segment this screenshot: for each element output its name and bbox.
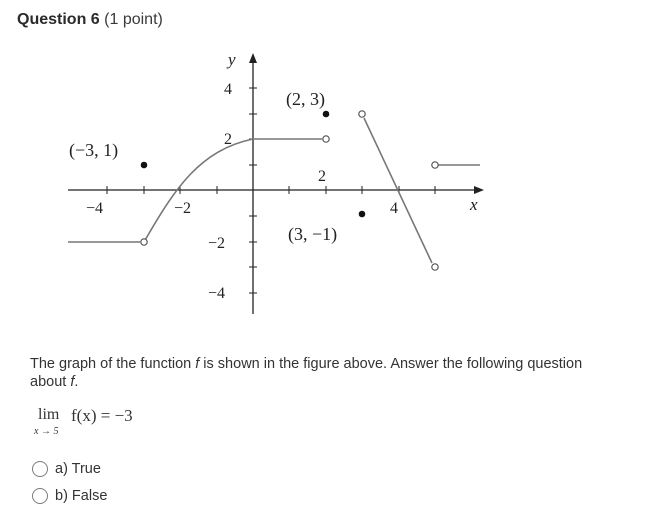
filled-point-2-3: [323, 111, 330, 118]
open-circle-5-1: [432, 162, 438, 168]
question-prompt: [30, 355, 610, 391]
answer-option-false[interactable]: [32, 488, 107, 504]
x-tick-label-2: 2: [318, 168, 326, 185]
y-tick-label-2: 2: [224, 131, 232, 148]
limit-subscript: x → 5: [34, 426, 59, 437]
prompt-text-1: The graph of the function: [30, 356, 196, 372]
prompt-function-name: f: [195, 356, 200, 372]
answer-option-true[interactable]: [32, 461, 101, 477]
prompt-end: .: [74, 374, 79, 390]
annotation-2-3: (2, 3): [286, 89, 325, 109]
x-tick-label-4: 4: [390, 200, 398, 217]
filled-point-3-neg1: [359, 211, 366, 218]
radio-button-true[interactable]: [32, 461, 48, 477]
y-tick-label-4: 4: [224, 81, 232, 98]
question-header: [17, 11, 163, 29]
y-axis-arrow: [249, 53, 257, 63]
open-circle-5-neg3: [432, 264, 438, 270]
prompt-function-name-2: f: [70, 374, 75, 390]
prompt-text-2: is shown in the figure above. Answer the following question about: [30, 356, 583, 390]
question-title: Question 6: [17, 11, 100, 28]
filled-point-neg3-1: [141, 162, 148, 169]
open-circle-neg3: [141, 239, 147, 245]
open-circle-2-2: [323, 136, 329, 142]
question-points: (1 point): [104, 11, 163, 28]
x-tick-label-neg2: −2: [174, 200, 192, 217]
annotation-3-neg1: (3, −1): [288, 224, 338, 244]
open-circle-3-3: [359, 111, 365, 117]
option-label-false: b) False: [55, 488, 108, 504]
limit-statement: [34, 404, 234, 440]
y-tick-label-neg4: −4: [208, 285, 226, 302]
option-label-true: a) True: [55, 461, 101, 477]
radio-button-false[interactable]: [32, 488, 48, 504]
annotation-neg3-1: (−3, 1): [69, 140, 119, 160]
function-graph: [60, 48, 492, 320]
y-axis-label: y: [228, 50, 236, 69]
x-axis-arrow: [474, 186, 484, 194]
x-tick-label-neg4: −4: [86, 200, 104, 217]
y-tick-label-neg2: −2: [208, 235, 226, 252]
limit-expression: f(x) = −3: [71, 406, 133, 425]
x-axis-label: x: [470, 195, 478, 214]
limit-word: lim: [38, 406, 60, 423]
graph-svg: [60, 48, 492, 320]
